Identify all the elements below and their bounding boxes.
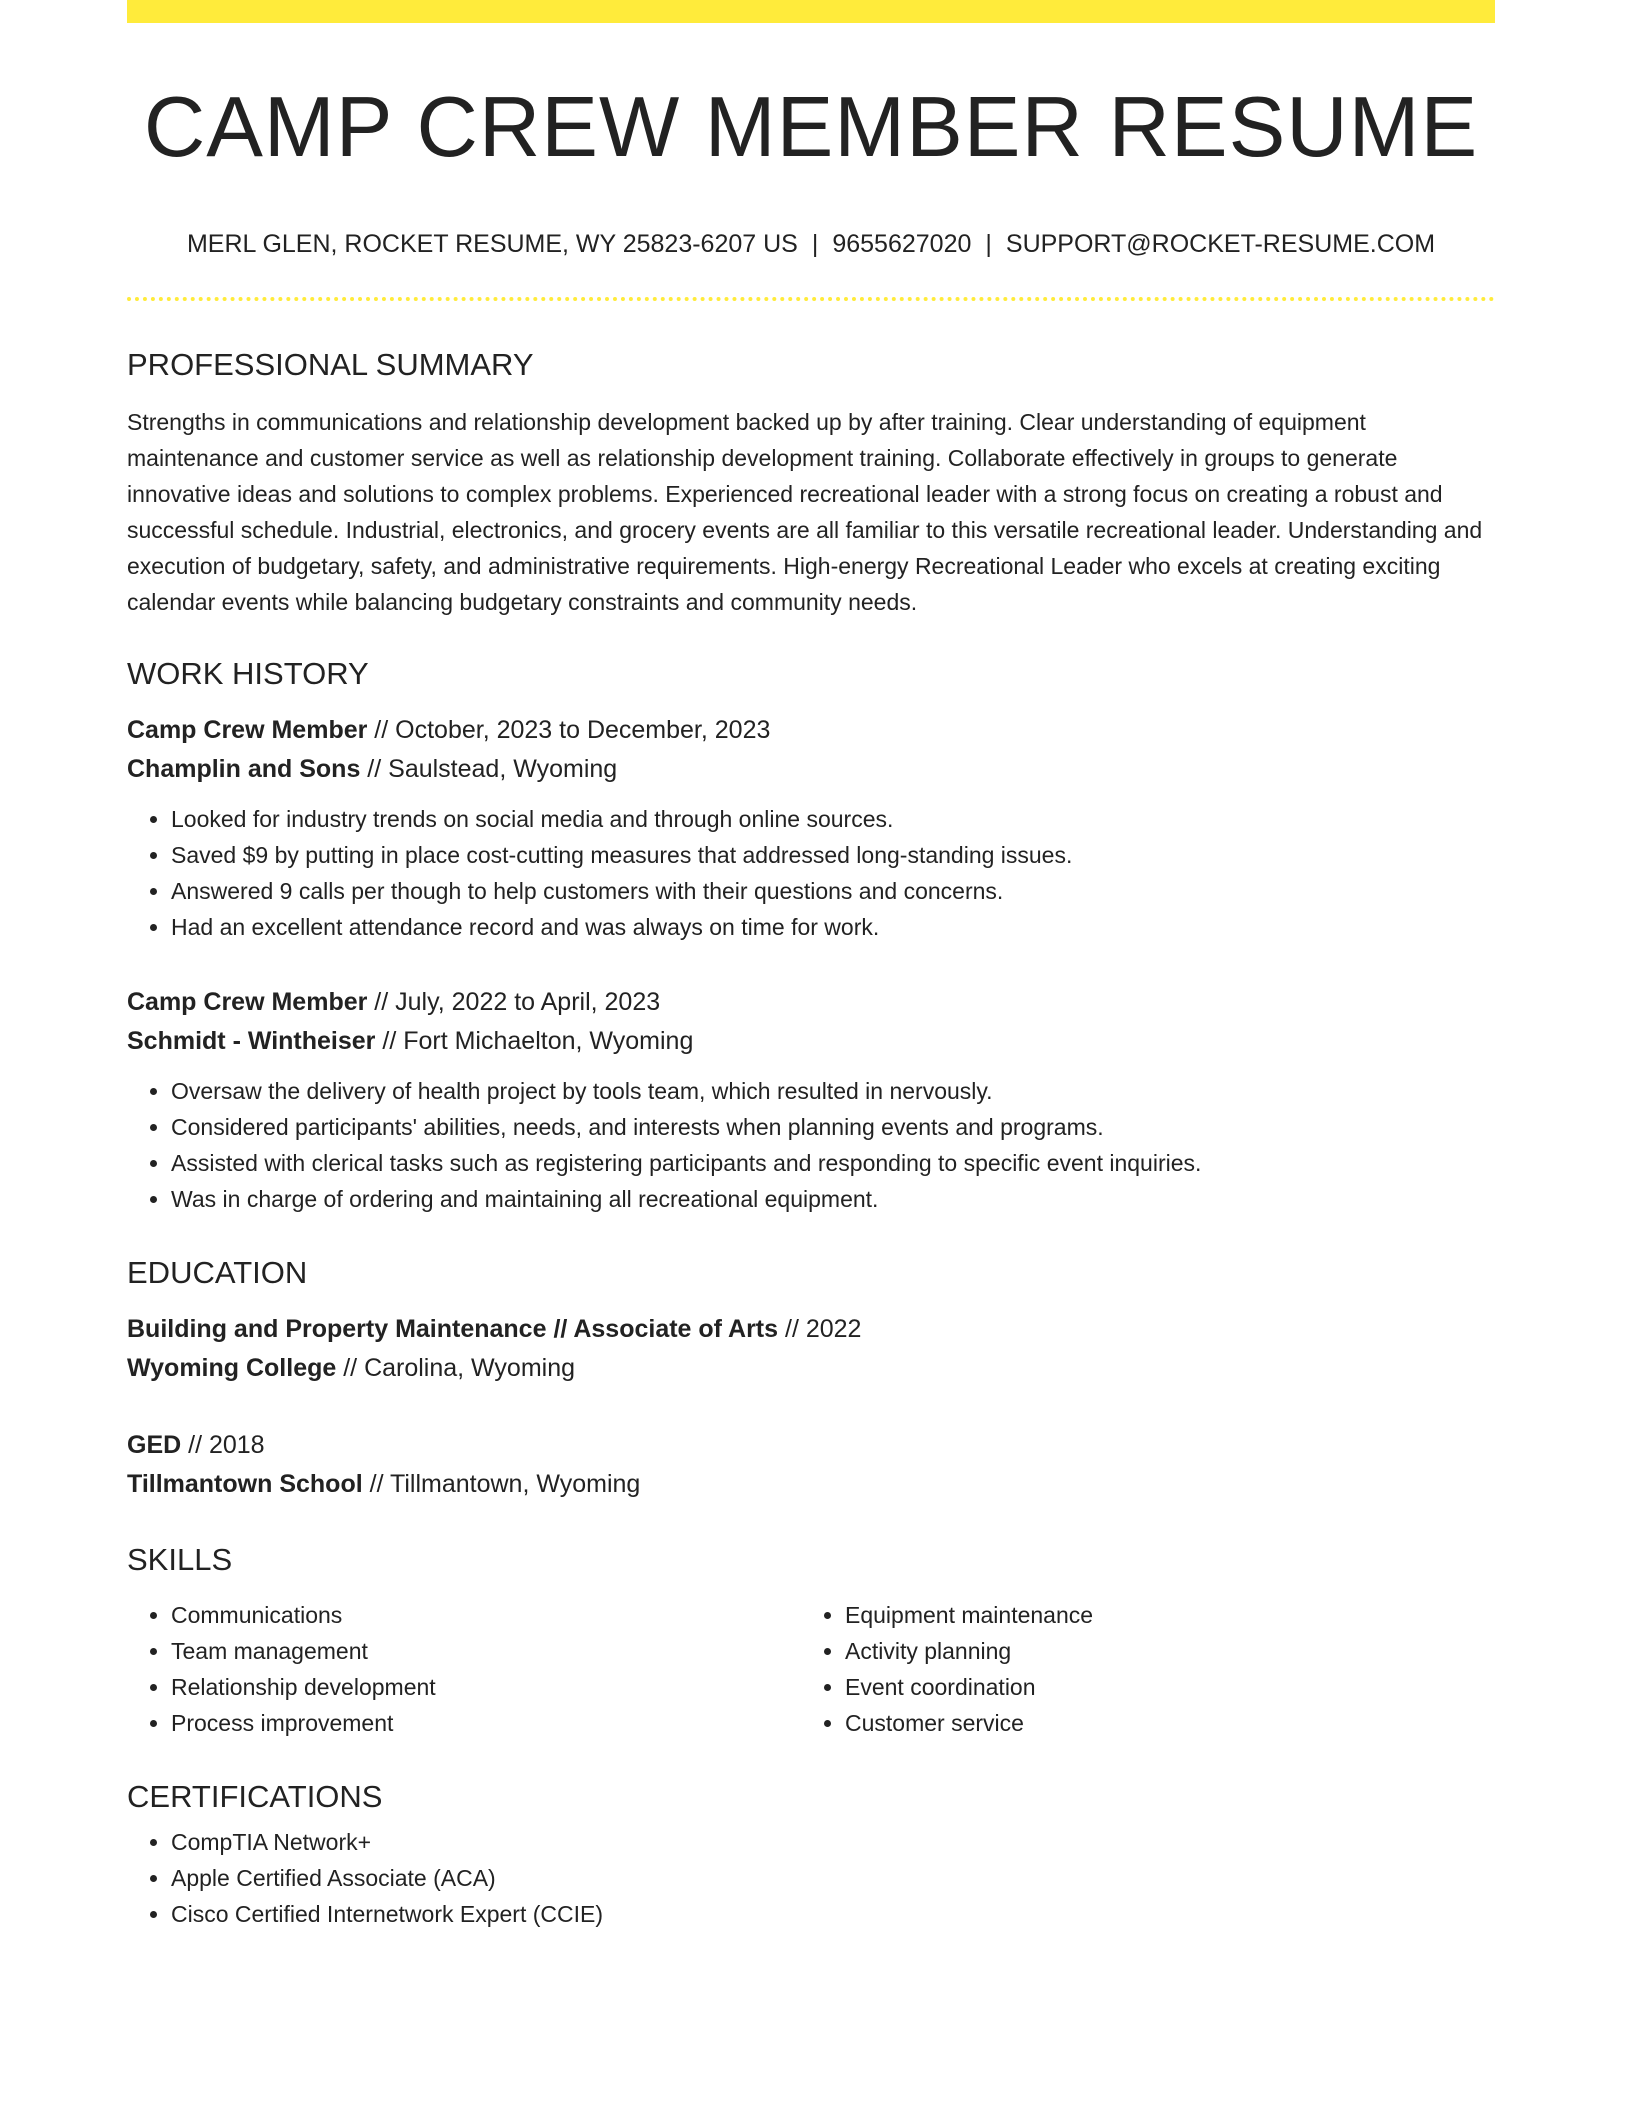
header-divider xyxy=(127,297,1495,301)
job-dates: // July, 2022 to April, 2023 xyxy=(367,988,661,1016)
certifications-heading: CERTIFICATIONS xyxy=(127,1779,383,1814)
education-location: // Tillmantown, Wyoming xyxy=(362,1470,641,1498)
job-company: Schmidt - Wintheiser xyxy=(127,1027,376,1055)
certifications-list xyxy=(127,1824,1495,1932)
skill-item: • Process improvement xyxy=(171,1705,801,1741)
education-school: Wyoming College xyxy=(127,1354,337,1382)
job-location: // Saulstead, Wyoming xyxy=(360,755,618,783)
resume-page xyxy=(127,0,1495,1932)
skills-column-right xyxy=(801,1597,1475,1741)
education-degree-line xyxy=(127,1426,1495,1465)
education-entry xyxy=(127,1310,1495,1388)
skills-column-left xyxy=(127,1597,801,1741)
skill-item: • Equipment maintenance xyxy=(845,1597,1475,1633)
skill-item: • Activity planning xyxy=(845,1633,1475,1669)
job-entry xyxy=(127,711,1495,945)
job-bullet: • Looked for industry trends on social media and through online sources. xyxy=(171,801,1495,837)
skill-item: • Customer service xyxy=(845,1705,1475,1741)
job-bullet: • Saved $9 by putting in place cost-cutting measures that addressed long-standing issues. xyxy=(171,837,1495,873)
certification-item: • CompTIA Network+ xyxy=(171,1824,1495,1860)
education-degree: Building and Property Maintenance // Associate of Arts xyxy=(127,1315,779,1343)
contact-email: SUPPORT@ROCKET-RESUME.COM xyxy=(1005,230,1436,258)
education-school-line xyxy=(127,1465,1495,1504)
education-school: Tillmantown School xyxy=(127,1470,363,1498)
job-title-line xyxy=(127,711,1495,750)
skill-item: • Team management xyxy=(171,1633,801,1669)
job-title: Camp Crew Member xyxy=(127,988,368,1016)
skill-item: • Event coordination xyxy=(845,1669,1475,1705)
education-heading: EDUCATION xyxy=(127,1255,308,1290)
education-degree-line xyxy=(127,1310,1495,1349)
certification-item: • Cisco Certified Internetwork Expert (CCIE) xyxy=(171,1896,1495,1932)
job-company: Champlin and Sons xyxy=(127,755,361,783)
education-degree: GED xyxy=(127,1431,182,1459)
job-bullet: • Was in charge of ordering and maintaining all recreational equipment. xyxy=(171,1181,1495,1217)
job-bullet: • Assisted with clerical tasks such as registering participants and responding to specific event inquiries. xyxy=(171,1145,1495,1181)
job-title: Camp Crew Member xyxy=(127,716,368,744)
top-accent-bar xyxy=(127,0,1495,23)
job-company-line xyxy=(127,1022,1495,1061)
contact-separator: | xyxy=(985,230,992,258)
job-dates: // October, 2023 to December, 2023 xyxy=(367,716,771,744)
skill-item: • Communications xyxy=(171,1597,801,1633)
contact-address: MERL GLEN, ROCKET RESUME, WY 25823-6207 US xyxy=(186,230,798,258)
job-bullets xyxy=(127,801,1495,945)
job-bullet: • Answered 9 calls per though to help customers with their questions and concerns. xyxy=(171,873,1495,909)
summary-text: Strengths in communications and relationship development backed up by after training. Clear understanding of equipment maintenance and customer service as well as relationship development training. Collaborate effectively in groups to generate innovative ideas and solutions to complex problems. Experienced recreational leader with a strong focus on creating a robust and successful schedule. Industrial, electronics, and grocery events are all familiar to this versatile recreational leader. Understanding and execution of budgetary, safety, and administrative requirements. High-energy Recreational Leader who excels at creating exciting calendar events while balancing budgetary constraints and community needs. xyxy=(127,409,1483,615)
job-title-line xyxy=(127,983,1495,1022)
education-year: // 2022 xyxy=(778,1315,862,1343)
education-year: // 2018 xyxy=(181,1431,265,1459)
education-entry xyxy=(127,1426,1495,1504)
skills-heading: SKILLS xyxy=(127,1542,233,1577)
education-location: // Carolina, Wyoming xyxy=(336,1354,576,1382)
resume-title: CAMP CREW MEMBER RESUME xyxy=(143,80,1479,175)
job-bullets xyxy=(127,1073,1495,1217)
job-entry xyxy=(127,983,1495,1217)
skill-item: • Relationship development xyxy=(171,1669,801,1705)
education-school-line xyxy=(127,1349,1495,1388)
job-location: // Fort Michaelton, Wyoming xyxy=(375,1027,694,1055)
summary-heading: PROFESSIONAL SUMMARY xyxy=(127,347,534,382)
job-bullet: • Oversaw the delivery of health project by tools team, which resulted in nervously. xyxy=(171,1073,1495,1109)
skills-grid xyxy=(127,1597,1495,1741)
contact-separator: | xyxy=(811,230,819,258)
job-bullet: • Considered participants' abilities, needs, and interests when planning events and programs. xyxy=(171,1109,1495,1145)
certification-item: • Apple Certified Associate (ACA) xyxy=(171,1860,1495,1896)
job-bullet: • Had an excellent attendance record and was always on time for work. xyxy=(171,909,1495,945)
job-company-line xyxy=(127,750,1495,789)
work-history-heading: WORK HISTORY xyxy=(127,656,369,691)
contact-line xyxy=(127,232,1495,257)
contact-phone: 9655627020 xyxy=(832,230,972,258)
